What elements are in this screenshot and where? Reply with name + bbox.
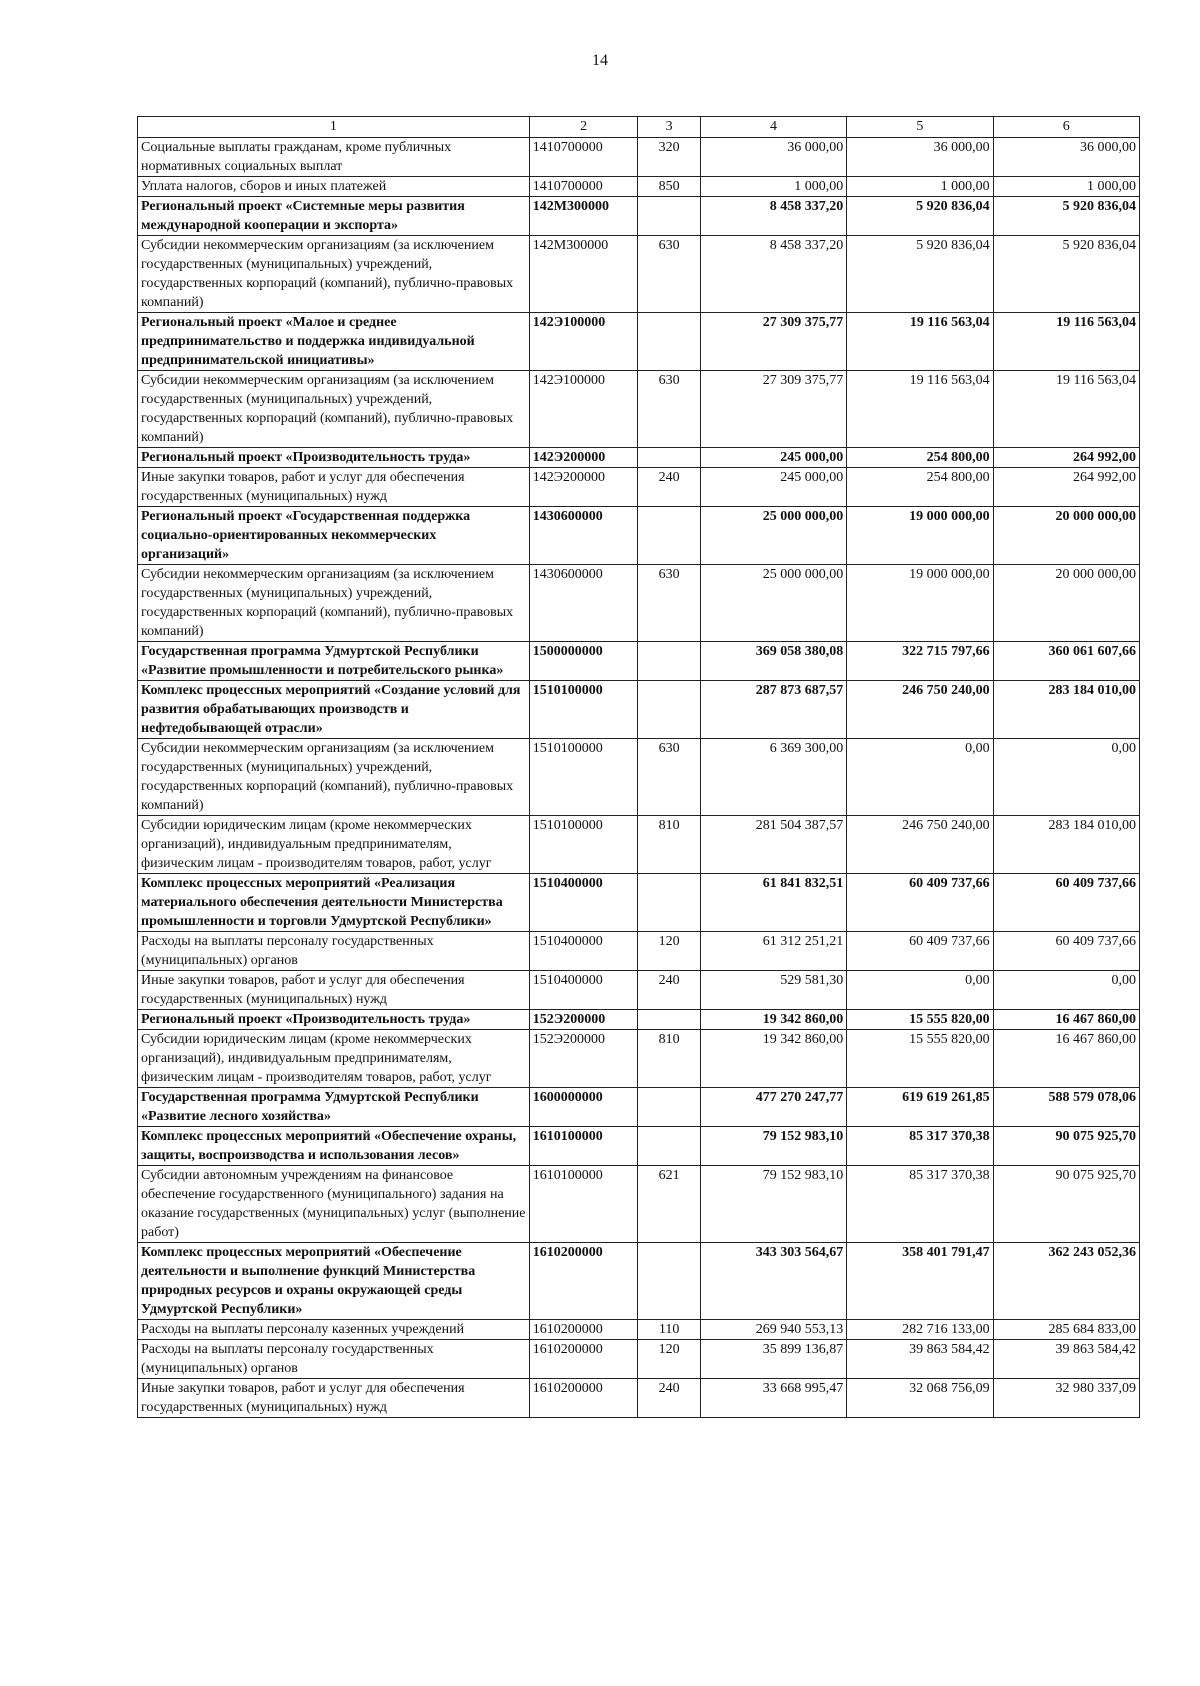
- row-code: 1610200000: [529, 1379, 638, 1418]
- row-amount-col-6: 283 184 010,00: [993, 816, 1139, 874]
- row-amount-col-4: 343 303 564,67: [700, 1243, 846, 1320]
- row-amount-col-4: 6 369 300,00: [700, 739, 846, 816]
- table-row: [138, 507, 1140, 565]
- row-amount-col-6: 5 920 836,04: [993, 236, 1139, 313]
- row-amount-col-5: 254 800,00: [847, 468, 993, 507]
- header-col-3: 3: [638, 117, 700, 138]
- row-name: Иные закупки товаров, работ и услуг для обеспечения государственных (муниципальных) нужд: [138, 1379, 530, 1418]
- row-amount-col-4: 19 342 860,00: [700, 1010, 846, 1030]
- header-col-4: 4: [700, 117, 846, 138]
- row-expense-type: [638, 1127, 700, 1166]
- table-row: [138, 565, 1140, 642]
- row-name: Комплекс процессных мероприятий «Обеспечение охраны, защиты, воспроизводства и использования лесов»: [138, 1127, 530, 1166]
- row-code: 1610200000: [529, 1320, 638, 1340]
- row-amount-col-4: 477 270 247,77: [700, 1088, 846, 1127]
- row-amount-col-5: 246 750 240,00: [847, 816, 993, 874]
- row-code: 1510100000: [529, 816, 638, 874]
- row-amount-col-6: 1 000,00: [993, 177, 1139, 197]
- row-amount-col-5: 39 863 584,42: [847, 1340, 993, 1379]
- row-expense-type: 110: [638, 1320, 700, 1340]
- row-amount-col-4: 27 309 375,77: [700, 313, 846, 371]
- table-row: [138, 1340, 1140, 1379]
- table-row: [138, 971, 1140, 1010]
- row-name: Региональный проект «Малое и среднее предпринимательство и поддержка индивидуальной предпринимательской инициативы»: [138, 313, 530, 371]
- row-amount-col-5: 1 000,00: [847, 177, 993, 197]
- row-expense-type: 810: [638, 816, 700, 874]
- row-name: Государственная программа Удмуртской Республики «Развитие лесного хозяйства»: [138, 1088, 530, 1127]
- row-code: 1510400000: [529, 932, 638, 971]
- row-amount-col-6: 0,00: [993, 971, 1139, 1010]
- row-amount-col-4: 33 668 995,47: [700, 1379, 846, 1418]
- row-amount-col-5: 85 317 370,38: [847, 1127, 993, 1166]
- table-row: [138, 371, 1140, 448]
- row-name: Государственная программа Удмуртской Республики «Развитие промышленности и потребительского рынка»: [138, 642, 530, 681]
- row-name: Комплекс процессных мероприятий «Реализация материального обеспечения деятельности Министерства промышленности и торговли Удмуртской Республики»: [138, 874, 530, 932]
- row-amount-col-5: 60 409 737,66: [847, 932, 993, 971]
- row-amount-col-4: 36 000,00: [700, 138, 846, 177]
- row-amount-col-4: 25 000 000,00: [700, 507, 846, 565]
- row-amount-col-6: 264 992,00: [993, 448, 1139, 468]
- table-row: [138, 236, 1140, 313]
- row-code: 152Э200000: [529, 1010, 638, 1030]
- row-code: 1600000000: [529, 1088, 638, 1127]
- table-body: [138, 138, 1140, 1418]
- row-amount-col-5: 19 000 000,00: [847, 507, 993, 565]
- header-col-1: 1: [138, 117, 530, 138]
- table-row: [138, 177, 1140, 197]
- row-amount-col-5: 5 920 836,04: [847, 236, 993, 313]
- row-amount-col-6: 285 684 833,00: [993, 1320, 1139, 1340]
- row-name: Уплата налогов, сборов и иных платежей: [138, 177, 530, 197]
- row-amount-col-4: 529 581,30: [700, 971, 846, 1010]
- row-amount-col-5: 619 619 261,85: [847, 1088, 993, 1127]
- row-expense-type: 630: [638, 739, 700, 816]
- row-amount-col-6: 90 075 925,70: [993, 1166, 1139, 1243]
- header-col-5: 5: [847, 117, 993, 138]
- row-code: 1510400000: [529, 971, 638, 1010]
- row-code: 1510400000: [529, 874, 638, 932]
- row-name: Субсидии автономным учреждениям на финансовое обеспечение государственного (муниципального) задания на оказание государственных (муниципальных) услуг (выполнение работ): [138, 1166, 530, 1243]
- table-row: [138, 1320, 1140, 1340]
- table-row: [138, 1166, 1140, 1243]
- row-amount-col-4: 19 342 860,00: [700, 1030, 846, 1088]
- row-amount-col-6: 588 579 078,06: [993, 1088, 1139, 1127]
- row-amount-col-4: 369 058 380,08: [700, 642, 846, 681]
- row-amount-col-4: 79 152 983,10: [700, 1127, 846, 1166]
- row-code: 152Э200000: [529, 1030, 638, 1088]
- row-name: Субсидии некоммерческим организациям (за исключением государственных (муниципальных) учреждений, государственных корпораций (компаний), публично-правовых компаний): [138, 565, 530, 642]
- row-amount-col-6: 264 992,00: [993, 468, 1139, 507]
- row-expense-type: [638, 1010, 700, 1030]
- row-amount-col-5: 85 317 370,38: [847, 1166, 993, 1243]
- table-row: [138, 932, 1140, 971]
- row-name: Комплекс процессных мероприятий «Обеспечение деятельности и выполнение функций Министерства природных ресурсов и охраны окружающей среды Удмуртской Республики»: [138, 1243, 530, 1320]
- row-amount-col-6: 360 061 607,66: [993, 642, 1139, 681]
- row-amount-col-5: 246 750 240,00: [847, 681, 993, 739]
- row-amount-col-6: 60 409 737,66: [993, 932, 1139, 971]
- row-amount-col-4: 27 309 375,77: [700, 371, 846, 448]
- row-amount-col-4: 25 000 000,00: [700, 565, 846, 642]
- row-expense-type: [638, 681, 700, 739]
- row-expense-type: 630: [638, 565, 700, 642]
- row-expense-type: 630: [638, 371, 700, 448]
- row-amount-col-5: 36 000,00: [847, 138, 993, 177]
- table-row: [138, 681, 1140, 739]
- row-amount-col-6: 16 467 860,00: [993, 1030, 1139, 1088]
- row-expense-type: [638, 197, 700, 236]
- table-row: [138, 739, 1140, 816]
- row-code: 1610200000: [529, 1243, 638, 1320]
- row-code: 1410700000: [529, 138, 638, 177]
- row-name: Иные закупки товаров, работ и услуг для обеспечения государственных (муниципальных) нужд: [138, 971, 530, 1010]
- row-code: 1430600000: [529, 565, 638, 642]
- table-row: [138, 197, 1140, 236]
- table-row: [138, 448, 1140, 468]
- row-expense-type: 240: [638, 1379, 700, 1418]
- row-amount-col-5: 32 068 756,09: [847, 1379, 993, 1418]
- row-amount-col-4: 79 152 983,10: [700, 1166, 846, 1243]
- row-expense-type: 320: [638, 138, 700, 177]
- row-expense-type: [638, 313, 700, 371]
- page-number: 14: [592, 52, 608, 69]
- row-code: 142Э100000: [529, 313, 638, 371]
- row-code: 142Э100000: [529, 371, 638, 448]
- row-name: Комплекс процессных мероприятий «Создание условий для развития обрабатывающих производств и нефтедобывающей отрасли»: [138, 681, 530, 739]
- row-amount-col-4: 8 458 337,20: [700, 236, 846, 313]
- header-col-2: 2: [529, 117, 638, 138]
- row-name: Социальные выплаты гражданам, кроме публичных нормативных социальных выплат: [138, 138, 530, 177]
- row-expense-type: [638, 448, 700, 468]
- row-amount-col-4: 245 000,00: [700, 448, 846, 468]
- row-amount-col-6: 5 920 836,04: [993, 197, 1139, 236]
- row-code: 142М300000: [529, 236, 638, 313]
- row-amount-col-4: 35 899 136,87: [700, 1340, 846, 1379]
- row-name: Иные закупки товаров, работ и услуг для обеспечения государственных (муниципальных) нужд: [138, 468, 530, 507]
- table-row: [138, 1088, 1140, 1127]
- row-name: Расходы на выплаты персоналу казенных учреждений: [138, 1320, 530, 1340]
- row-amount-col-5: 19 000 000,00: [847, 565, 993, 642]
- row-code: 1510100000: [529, 739, 638, 816]
- row-code: 142Э200000: [529, 468, 638, 507]
- row-amount-col-5: 254 800,00: [847, 448, 993, 468]
- row-name: Региональный проект «Системные меры развития международной кооперации и экспорта»: [138, 197, 530, 236]
- row-expense-type: 240: [638, 971, 700, 1010]
- row-amount-col-4: 269 940 553,13: [700, 1320, 846, 1340]
- row-amount-col-6: 0,00: [993, 739, 1139, 816]
- row-expense-type: [638, 507, 700, 565]
- row-amount-col-6: 20 000 000,00: [993, 565, 1139, 642]
- row-amount-col-5: 5 920 836,04: [847, 197, 993, 236]
- row-expense-type: 120: [638, 932, 700, 971]
- table-row: [138, 874, 1140, 932]
- row-name: Региональный проект «Производительность труда»: [138, 1010, 530, 1030]
- row-amount-col-5: 19 116 563,04: [847, 371, 993, 448]
- row-amount-col-6: 32 980 337,09: [993, 1379, 1139, 1418]
- row-code: 1510100000: [529, 681, 638, 739]
- row-amount-col-6: 19 116 563,04: [993, 313, 1139, 371]
- table-row: [138, 1030, 1140, 1088]
- row-expense-type: [638, 1243, 700, 1320]
- row-name: Расходы на выплаты персоналу государственных (муниципальных) органов: [138, 932, 530, 971]
- row-amount-col-5: 60 409 737,66: [847, 874, 993, 932]
- row-name: Субсидии некоммерческим организациям (за исключением государственных (муниципальных) учреждений, государственных корпораций (компаний), публично-правовых компаний): [138, 236, 530, 313]
- row-amount-col-5: 322 715 797,66: [847, 642, 993, 681]
- row-expense-type: 120: [638, 1340, 700, 1379]
- row-code: 1410700000: [529, 177, 638, 197]
- row-name: Субсидии юридическим лицам (кроме некоммерческих организаций), индивидуальным предпринимателям, физическим лицам - производителям товаров, работ, услуг: [138, 816, 530, 874]
- row-amount-col-5: 282 716 133,00: [847, 1320, 993, 1340]
- row-code: 1500000000: [529, 642, 638, 681]
- row-expense-type: [638, 642, 700, 681]
- row-amount-col-4: 8 458 337,20: [700, 197, 846, 236]
- row-amount-col-4: 281 504 387,57: [700, 816, 846, 874]
- row-name: Региональный проект «Производительность труда»: [138, 448, 530, 468]
- row-amount-col-6: 39 863 584,42: [993, 1340, 1139, 1379]
- row-amount-col-6: 20 000 000,00: [993, 507, 1139, 565]
- row-name: Расходы на выплаты персоналу государственных (муниципальных) органов: [138, 1340, 530, 1379]
- row-expense-type: 850: [638, 177, 700, 197]
- row-amount-col-6: 90 075 925,70: [993, 1127, 1139, 1166]
- header-row: [138, 117, 1140, 138]
- row-amount-col-6: 16 467 860,00: [993, 1010, 1139, 1030]
- row-amount-col-6: 36 000,00: [993, 138, 1139, 177]
- table-row: [138, 642, 1140, 681]
- row-amount-col-5: 0,00: [847, 739, 993, 816]
- row-name: Субсидии некоммерческим организациям (за исключением государственных (муниципальных) учреждений, государственных корпораций (компаний), публично-правовых компаний): [138, 371, 530, 448]
- row-amount-col-5: 0,00: [847, 971, 993, 1010]
- row-code: 1610200000: [529, 1340, 638, 1379]
- budget-table: [137, 116, 1140, 1418]
- row-expense-type: [638, 874, 700, 932]
- table-row: [138, 138, 1140, 177]
- row-code: 1430600000: [529, 507, 638, 565]
- row-code: 1610100000: [529, 1166, 638, 1243]
- row-expense-type: 630: [638, 236, 700, 313]
- row-amount-col-4: 61 312 251,21: [700, 932, 846, 971]
- row-amount-col-6: 19 116 563,04: [993, 371, 1139, 448]
- table-row: [138, 313, 1140, 371]
- row-name: Субсидии некоммерческим организациям (за исключением государственных (муниципальных) учреждений, государственных корпораций (компаний), публично-правовых компаний): [138, 739, 530, 816]
- row-amount-col-4: 1 000,00: [700, 177, 846, 197]
- row-amount-col-5: 358 401 791,47: [847, 1243, 993, 1320]
- row-amount-col-4: 61 841 832,51: [700, 874, 846, 932]
- row-amount-col-5: 15 555 820,00: [847, 1010, 993, 1030]
- row-expense-type: [638, 1088, 700, 1127]
- row-code: 142Э200000: [529, 448, 638, 468]
- row-name: Субсидии юридическим лицам (кроме некоммерческих организаций), индивидуальным предпринимателям, физическим лицам - производителям товаров, работ, услуг: [138, 1030, 530, 1088]
- row-name: Региональный проект «Государственная поддержка социально-ориентированных некоммерческих организаций»: [138, 507, 530, 565]
- table-row: [138, 816, 1140, 874]
- row-amount-col-4: 287 873 687,57: [700, 681, 846, 739]
- row-expense-type: 810: [638, 1030, 700, 1088]
- row-code: 1610100000: [529, 1127, 638, 1166]
- row-code: 142М300000: [529, 197, 638, 236]
- header-col-6: 6: [993, 117, 1139, 138]
- table-row: [138, 468, 1140, 507]
- table-row: [138, 1379, 1140, 1418]
- table-row: [138, 1127, 1140, 1166]
- table-row: [138, 1243, 1140, 1320]
- table-row: [138, 1010, 1140, 1030]
- row-amount-col-5: 19 116 563,04: [847, 313, 993, 371]
- row-amount-col-4: 245 000,00: [700, 468, 846, 507]
- row-expense-type: 621: [638, 1166, 700, 1243]
- row-amount-col-5: 15 555 820,00: [847, 1030, 993, 1088]
- row-amount-col-6: 60 409 737,66: [993, 874, 1139, 932]
- row-amount-col-6: 283 184 010,00: [993, 681, 1139, 739]
- row-amount-col-6: 362 243 052,36: [993, 1243, 1139, 1320]
- row-expense-type: 240: [638, 468, 700, 507]
